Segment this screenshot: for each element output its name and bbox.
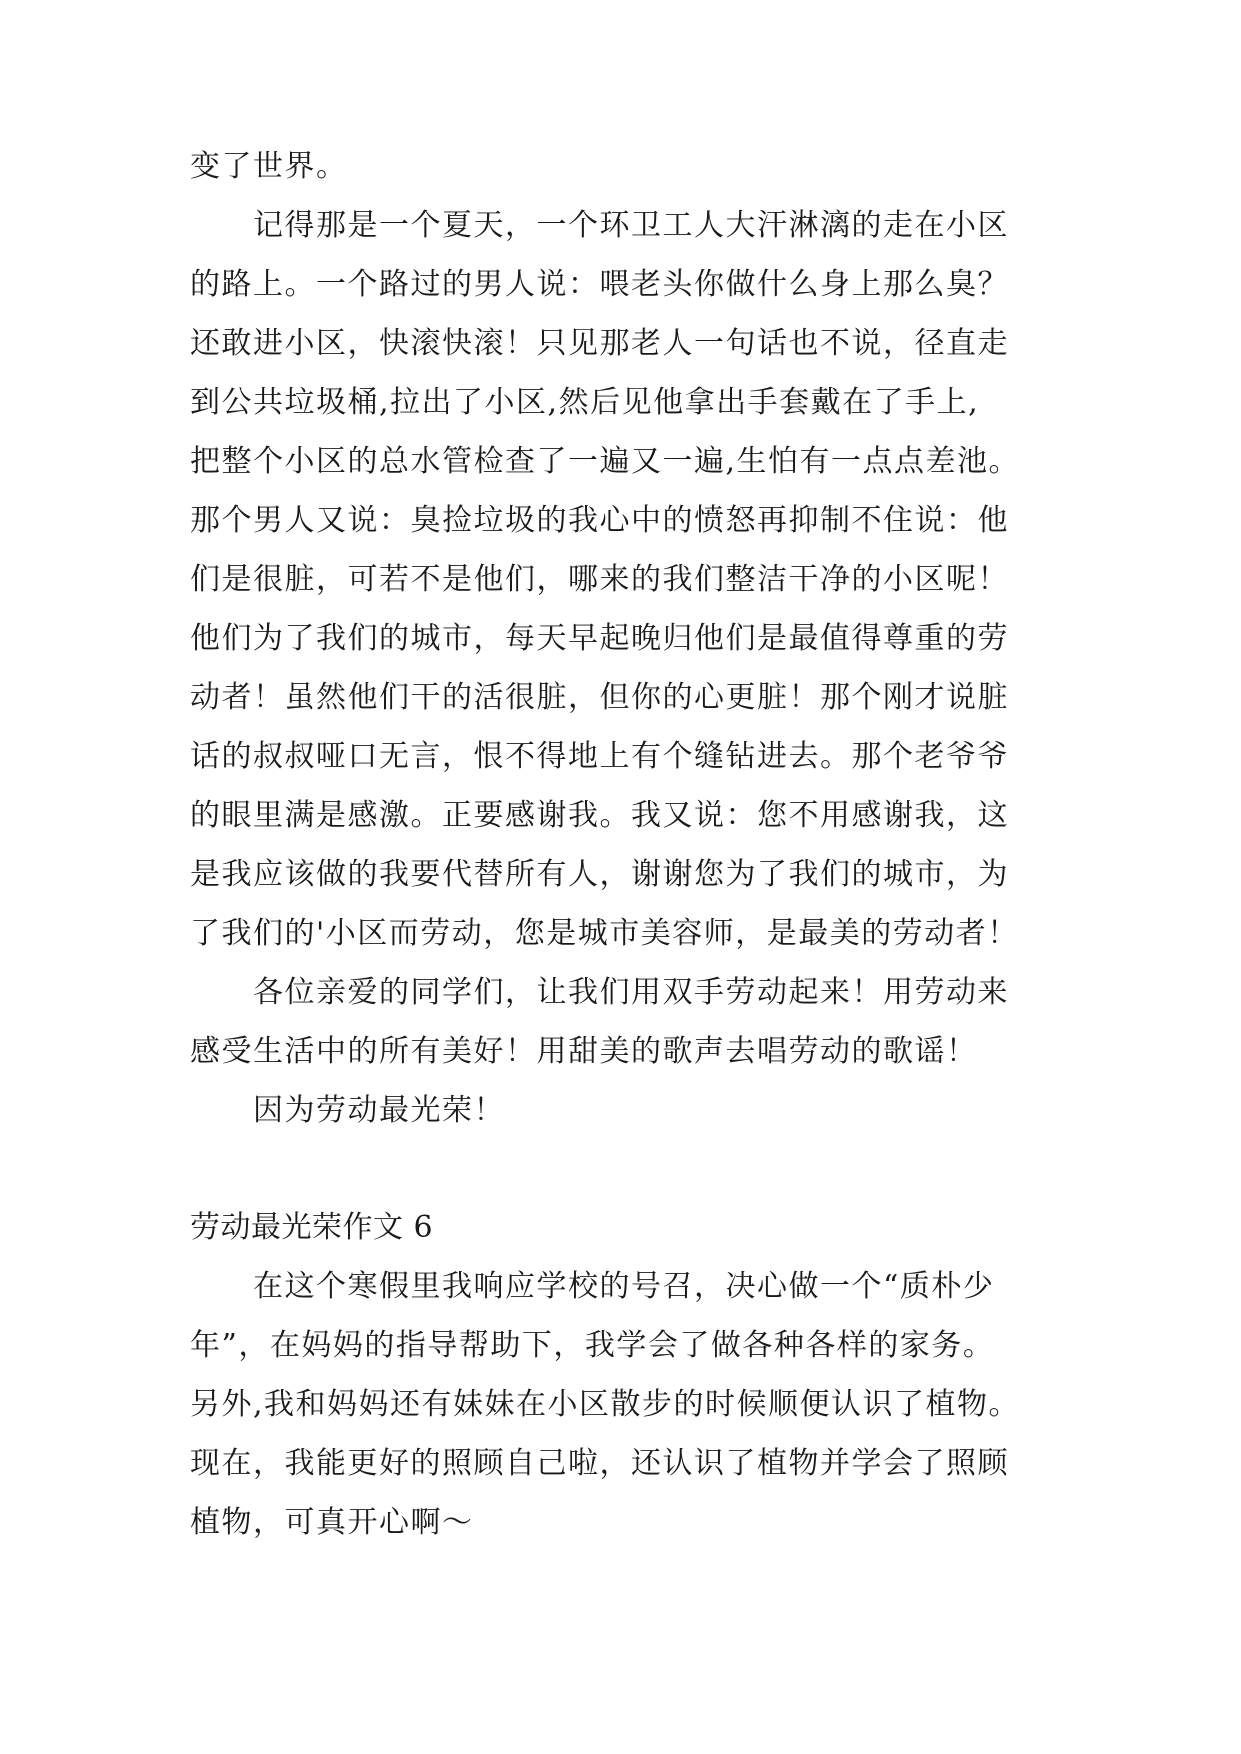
text-line: 了我们的'小区而劳动，您是城市美容师，是最美的劳动者！ [190,916,1019,951]
text-line: 植物，可真开心啊～ [190,1505,474,1540]
text-line: 的路上。一个路过的男人说：喂老头你做什么身上那么臭？ [190,267,1009,302]
essay-title: 劳动最光荣作文 6 [190,1210,434,1245]
essay-5-continued [190,137,1060,1140]
text-line: 现在，我能更好的照顾自己啦，还认识了植物并学会了照顾 [190,1446,1009,1481]
text-line: 的眼里满是感激。正要感谢我。我又说：您不用感谢我，这 [190,798,1009,833]
text-line: 动者！虽然他们干的活很脏，但你的心更脏！那个刚才说脏 [190,680,1009,715]
text-line: 把整个小区的总水管检查了一遍又一遍,生怕有一点点差池。 [190,444,1021,479]
text-line: 在这个寒假里我响应学校的号召，决心做一个“质朴少 [190,1269,995,1304]
text-line: 还敢进小区，快滚快滚！只见那老人一句话也不说，径直走 [190,326,1009,361]
text-line: 他们为了我们的城市，每天早起晚归他们是最值得尊重的劳 [190,621,1009,656]
text-line: 感受生活中的所有美好！用甜美的歌声去唱劳动的歌谣！ [190,1034,978,1069]
text-line: 记得那是一个夏天，一个环卫工人大汗淋漓的走在小区 [190,208,1009,243]
text-line: 是我应该做的我要代替所有人，谢谢您为了我们的城市，为 [190,857,1009,892]
text-line: 那个男人又说：臭捡垃圾的我心中的愤怒再抑制不住说：他 [190,503,1009,538]
text-line: 到公共垃圾桶,拉出了小区,然后见他拿出手套戴在了手上, [190,385,980,420]
text-line: 另外,我和妈妈还有妹妹在小区散步的时候顺便认识了植物。 [190,1387,1021,1422]
text-line: 变了世界。 [190,149,348,184]
text-line: 因为劳动最光荣！ [190,1093,505,1128]
essay-6 [190,1198,1060,1552]
text-line: 各位亲爱的同学们，让我们用双手劳动起来！用劳动来 [190,975,1009,1010]
text-line: 年”，在妈妈的指导帮助下，我学会了做各种各样的家务。 [190,1328,995,1363]
text-line: 话的叔叔哑口无言，恨不得地上有个缝钻进去。那个老爷爷 [190,739,1009,774]
text-line: 们是很脏，可若不是他们，哪来的我们整洁干净的小区呢！ [190,562,1009,597]
